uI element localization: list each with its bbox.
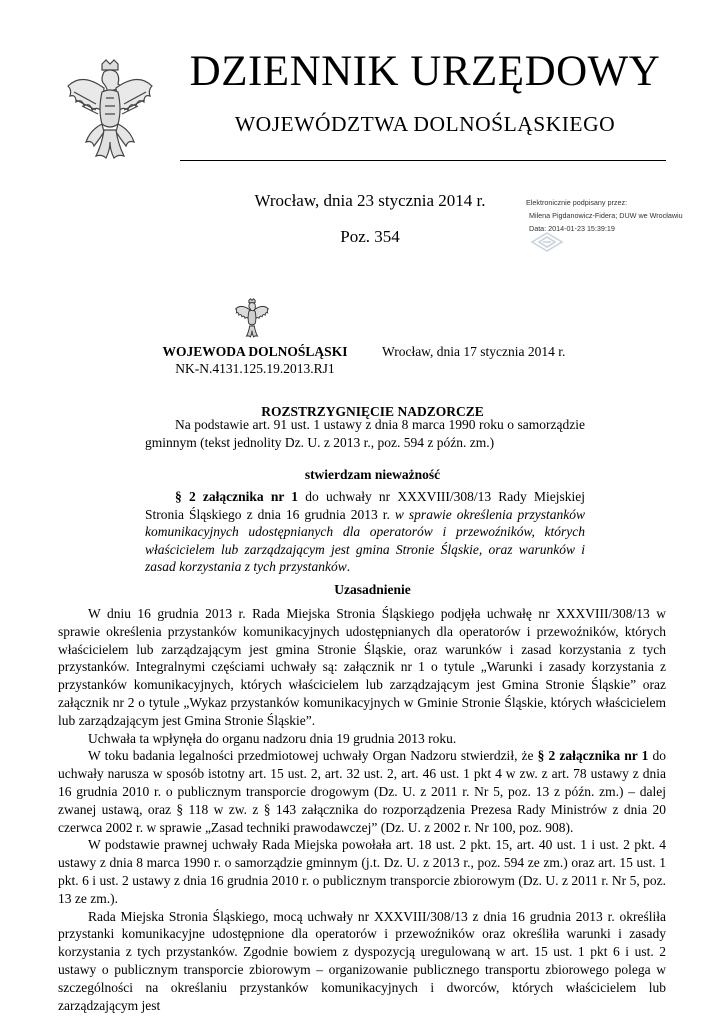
justification-paragraph: W podstawie prawnej uchwały Rada Miejska powołała art. 18 ust. 2 pkt. 15, art. 40 ust. 1 i ust. 2 pkt. 4 ustawy z dnia 8 marca 1990 r. o samorządzie gminnym (j.t. Dz. U. z 2013 r., poz. 594 ze zm.) oraz art. 15 ust. 1 pkt. 6 i ust. 2 ustawy z dnia 16 grudnia 2010 r. o publicznym transporcie zbiorowym (Dz. U. z 2011 r. Nr 5, poz. 13 ze zm.).: [58, 837, 666, 906]
publication-date: Wrocław, dnia 23 stycznia 2014 r.: [254, 191, 486, 210]
justification-paragraph: W dniu 16 grudnia 2013 r. Rada Miejska Stronia Śląskiego podjęła uchwałę nr XXXVIII/308/13 w sprawie określenia przystanków komunikacyjnych udostępnianych dla operatorów i przewoźników, których właścicielem lub zarządzającym jest gmina Stronie Śląskie, oraz warunków i zasad korzystania z tych przystanków. Integralnymi częściami uchwały są: załącznik nr 1 o tytule „Warunki i zasady korzystania z przystanków komunikacyjnych, których właścicielem lub zarządzającym jest Gmina Stronie Śląskie” oraz załącznik nr 2 o tytule „Wykaz przystanków komunikacyjnych w Gminie Stronie Śląskie, których właścicielem lub zarządzającym jest Gmina Stronie Śląskie”.: [58, 606, 666, 728]
legal-basis: Na podstawie art. 91 ust. 1 ustawy z dnia 8 marca 1990 roku o samorządzie gminnym (tekst jednolity Dz. U. z 2013 r., poz. 594 z późn. zm.): [145, 417, 585, 450]
signature-stamp-icon: [530, 231, 564, 253]
justification-paragraph: Rada Miejska Stronia Śląskiego, mocą uchwały nr XXXVIII/308/13 z dnia 16 grudnia 2013 r. określiła przystanki komunikacyjne udostępnione dla operatorów i przewoźników oraz określiła warunki i zasady korzystania z tych przystanków. Zgodnie bowiem z dyspozycją uregulowaną w art. 15 ust. 1 pkt 6 i ust. 2 ustawy o publicznym transporcie zbiorowym – organizowanie publicznego transportu zbiorowego polega w szczególności na określaniu przystanków komunikacyjnych i dworców, których właścicielem lub zarządzającym jest: [58, 908, 666, 1013]
justification-heading: Uzasadnienie: [334, 582, 411, 597]
signature-line-1: Elektronicznie podpisany przez:: [526, 198, 628, 207]
header-divider: [180, 160, 666, 161]
journal-title: DZIENNIK URZĘDOWY: [189, 48, 661, 95]
electronic-signature-block: [526, 196, 716, 235]
position-number: Poz. 354: [340, 227, 400, 246]
subject-paragraph-ref: § 2 załącznika nr 1: [175, 489, 299, 504]
issuer-name: WOJEWODA DOLNOŚLĄSKI: [162, 344, 348, 359]
polish-eagle-emblem-icon: [62, 58, 158, 166]
decision-subject: § 2 załącznika nr 1 do uchwały nr XXXVIII/308/13 Rady Miejskiej Stronia Śląskiego z dnia 16 grudnia 2013 r. w sprawie określenia przystanków komunikacyjnych udostępnianych dla operatorów i przewoźników, których właścicielem lub zarządzającym jest gmina Stronie Śląskie, oraz warunków i zasad korzystania z tych przystanków.: [145, 489, 585, 574]
issuer-date: Wrocław, dnia 17 stycznia 2014 r.: [382, 344, 566, 359]
subject-resolution: do uchwały nr XXXVIII/308/13 Rady Miejskiej Stronia Śląskiego z dnia 16 grudnia 2013 r.: [145, 489, 585, 522]
justification-paragraph: W toku badania legalności przedmiotowej uchwały Organ Nadzoru stwierdził, że § 2 załącznika nr 1 do uchwały narusza w sposób istotny art. 15 ust. 2, art. 32 ust. 2, art. 46 ust. 1 pkt 4 w zw. z art. 78 ustawy z dnia 16 grudnia 2010 r. o publicznym transporcie drogowym (Dz. U. z 2011 r. Nr 5, poz. 13 z późn. zm.) – dalej zwanej ustawą, oraz § 118 w zw. z § 143 załącznika do rozporządzenia Prezesa Rady Ministrów z dnia 20 czerwca 2002 r. w sprawie „Zasad techniki prawodawczej” (Dz. U. z 2002 r. Nr 100, poz. 908).: [58, 748, 667, 835]
issuer-reference: NK-N.4131.125.19.2013.RJ1: [175, 361, 335, 376]
signature-signer: Milena Pigdanowicz-Fidera; DUW we Wrocławiu: [529, 211, 683, 220]
verdict: stwierdzam nieważność: [304, 467, 441, 482]
polish-eagle-small-icon: [233, 298, 271, 340]
justification-body: [58, 605, 666, 1014]
journal-subtitle: WOJEWÓDZTWA DOLNOŚLĄSKIEGO: [234, 112, 616, 136]
justification-paragraph: Uchwała ta wpłynęła do organu nadzoru dnia 19 grudnia 2013 roku.: [88, 730, 457, 746]
signature-date: Data: 2014-01-23 15:39:19: [529, 224, 615, 233]
decision-heading: ROZSTRZYGNIĘCIE NADZORCZE: [261, 404, 484, 419]
subject-resolution-title: w sprawie określenia przystanków komunikacyjnych udostępnianych dla operatorów i przewoźników, których właścicielem lub zarządzającym jest gmina Stronie Śląskie, oraz warunków i zasad korzystania z tych przystanków: [145, 506, 585, 574]
